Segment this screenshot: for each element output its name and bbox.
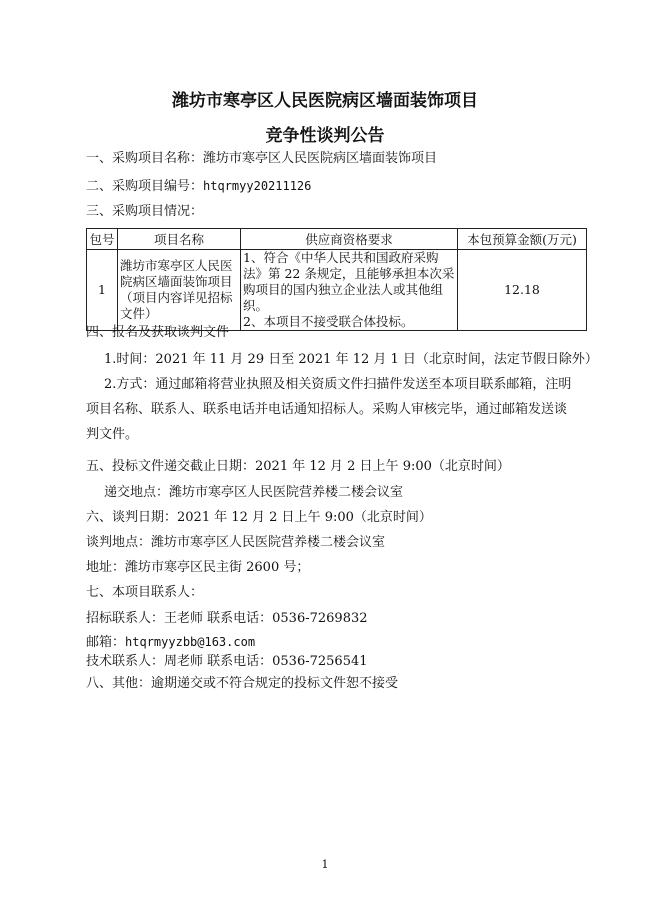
registration-method	[86, 372, 576, 447]
section-project-name: 一、采购项目名称：潍坊市寒亭区人民医院病区墙面装饰项目	[86, 151, 438, 166]
document-subtitle: 竞争性谈判公告	[265, 126, 385, 146]
section-project-situation: 三、采购项目情况：	[86, 204, 204, 219]
email-address: htqrmyyzbb@163.com	[125, 635, 256, 649]
project-number-value: htqrmyy20211126	[203, 179, 312, 193]
table-header-row	[87, 229, 587, 250]
table-row	[87, 250, 587, 331]
section-submission-deadline: 五、投标文件递交截止日期：2021 年 12 月 2 日上午 9:00（北京时间）	[86, 459, 510, 474]
page-number: 1	[321, 858, 329, 871]
section-negotiation-date: 六、谈判日期：2021 年 12 月 2 日上午 9:00（北京时间）	[86, 510, 432, 525]
cell-project-name: 潍坊市寒亭区人民医院病区墙面装饰项目（项目内容详见招标文件）	[118, 250, 241, 331]
cell-package-no: 1	[87, 250, 118, 331]
col-header-project-name: 项目名称	[118, 229, 241, 250]
col-header-budget: 本包预算金额(万元)	[458, 229, 587, 250]
tender-contact: 招标联系人：王老师 联系电话：0536-7269832	[86, 611, 368, 626]
qualification-item-1: 1、符合《中华人民共和国政府采购法》第 22 条规定，且能够承担本次采购项目的国内独立企业法人或其他组织。	[243, 250, 455, 313]
project-number-label: 二、采购项目编号：	[86, 179, 204, 194]
section-other: 八、其他：逾期递交或不符合规定的投标文件恕不接受	[86, 676, 399, 691]
registration-time: 1.时间：2021 年 11 月 29 日至 2021 年 12 月 1 日（北京时间，法定节假日除外）	[104, 352, 598, 367]
section-contacts: 七、本项目联系人：	[86, 585, 204, 600]
negotiation-place: 谈判地点：潍坊市寒亭区人民医院营养楼二楼会议室	[86, 535, 386, 550]
submission-place: 递交地点：潍坊市寒亭区人民医院营养楼二楼会议室	[104, 485, 404, 500]
address-line: 地址：潍坊市寒亭区民主街 2600 号；	[86, 560, 310, 575]
section-project-number	[86, 177, 311, 196]
qualification-item-2: 2、本项目不接受联合体投标。	[243, 314, 414, 329]
email-label: 邮箱：	[86, 635, 126, 650]
col-header-package-no: 包号	[87, 229, 118, 250]
registration-method-text: 2.方式：通过邮箱将营业执照及相关资质文件扫描件发送至本项目联系邮箱，注明项目名称、联系人、联系电话并电话通知招标人。采购人审核完毕，通过邮箱发送谈判文件。	[86, 377, 572, 442]
procurement-table	[86, 228, 587, 331]
cell-budget-amount: 12.18	[458, 250, 587, 331]
section-registration: 四、报名及获取谈判文件	[86, 325, 230, 340]
col-header-qualification: 供应商资格要求	[241, 229, 458, 250]
cell-qualification	[241, 250, 458, 331]
technical-contact: 技术联系人：周老师 联系电话：0536-7256541	[86, 654, 368, 669]
document-title: 潍坊市寒亭区人民医院病区墙面装饰项目	[172, 91, 478, 111]
email-line	[86, 633, 255, 652]
